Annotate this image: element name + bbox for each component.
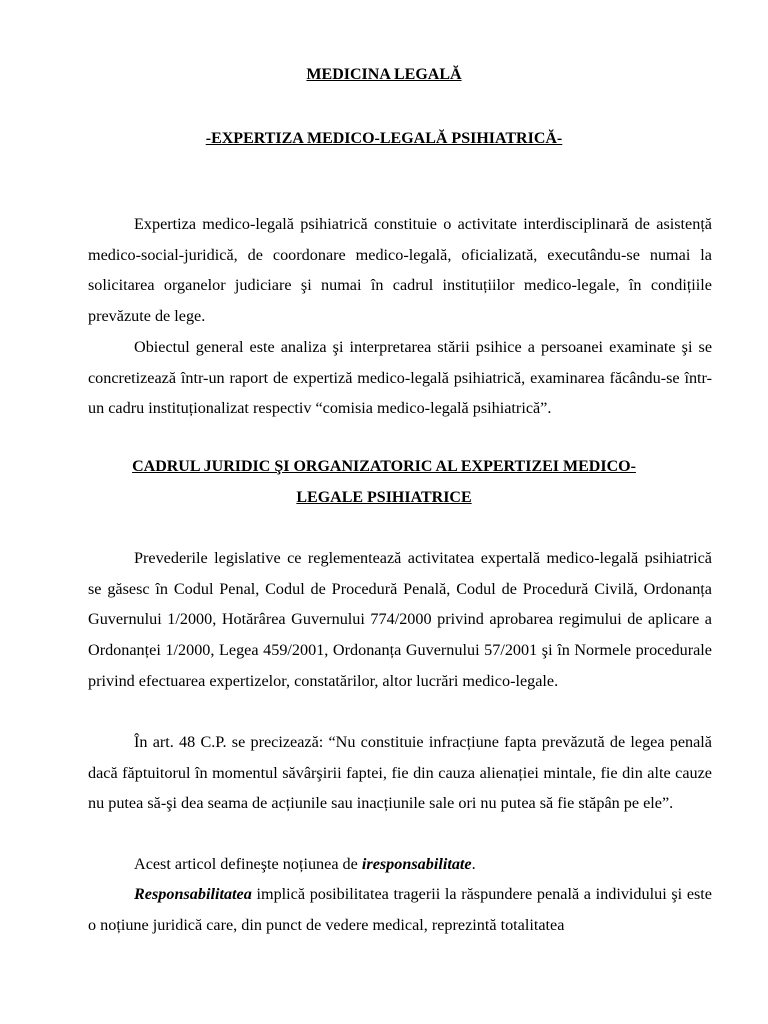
iresponsabilitate-end: .: [471, 855, 476, 873]
document-subtitle: -EXPERTIZA MEDICO-LEGALĂ PSIHIATRICĂ-: [205, 130, 563, 147]
responsabilitate-text: implică posibilitatea tragerii la răspundere penală a individului şi este o noțiune juridică care, din punct de vedere medical, reprezintă totalitatea: [88, 885, 712, 934]
iresponsabilitate-term: iresponsabilitate: [361, 855, 472, 873]
section-heading-line-1: CADRUL JURIDIC ŞI ORGANIZATORIC AL EXPERTIZEI MEDICO-: [132, 458, 636, 475]
section-paragraph-2: În art. 48 C.P. se precizează: “Nu constituie infracțiune fapta prevăzută de legea penală dacă făptuitorul în momentul săvârşirii faptei, fie din cauza alienației mintale, fie din alte cauze nu putea să-şi dea seama de acțiunile sau inacțiunile sale ori nu putea să fie stăpân pe ele”.: [88, 733, 712, 813]
document-title: MEDICINA LEGALĂ: [306, 66, 462, 83]
responsabilitate-term: Responsabilitatea: [134, 885, 252, 903]
intro-paragraph-1: Expertiza medico-legală psihiatrică constituie o activitate interdisciplinară de asistență medico-social-juridică, de coordonare medico-legală, oficializată, executându-se numai la solicitarea organelor judiciare şi numai în cadrul instituțiilor medico-legale, în condițiile prevăzute de lege.: [88, 215, 712, 326]
iresponsabilitate-paragraph: [88, 849, 712, 880]
section-heading-line-2: LEGALE PSIHIATRICE: [296, 489, 472, 506]
intro-paragraph-2: Obiectul general este analiza şi interpretarea stării psihice a persoanei examinate şi se concretizează într-un raport de expertiză medico-legală psihiatrică, examinarea făcându-se într-un cadru instituționalizat respectiv “comisia medico-legală psihiatrică”.: [88, 338, 712, 418]
responsabilitate-paragraph: [88, 879, 712, 940]
section-paragraph-1: Prevederile legislative ce reglementează activitatea expertală medico-legală psihiatrică se găsesc în Codul Penal, Codul de Procedură Penală, Codul de Procedură Civilă, Ordonanța Guvernului 1/2000, Hotărârea Guvernului 774/2000 privind aprobarea regimului de aplicare a Ordonanței 1/2000, Legea 459/2001, Ordonanța Guvernului 57/2001 şi în Normele procedurale privind efectuarea expertizelor, constatărilor, altor lucrări medico-legale.: [88, 549, 712, 690]
iresponsabilitate-lead: Acest articol defineşte noțiunea de: [134, 855, 362, 873]
